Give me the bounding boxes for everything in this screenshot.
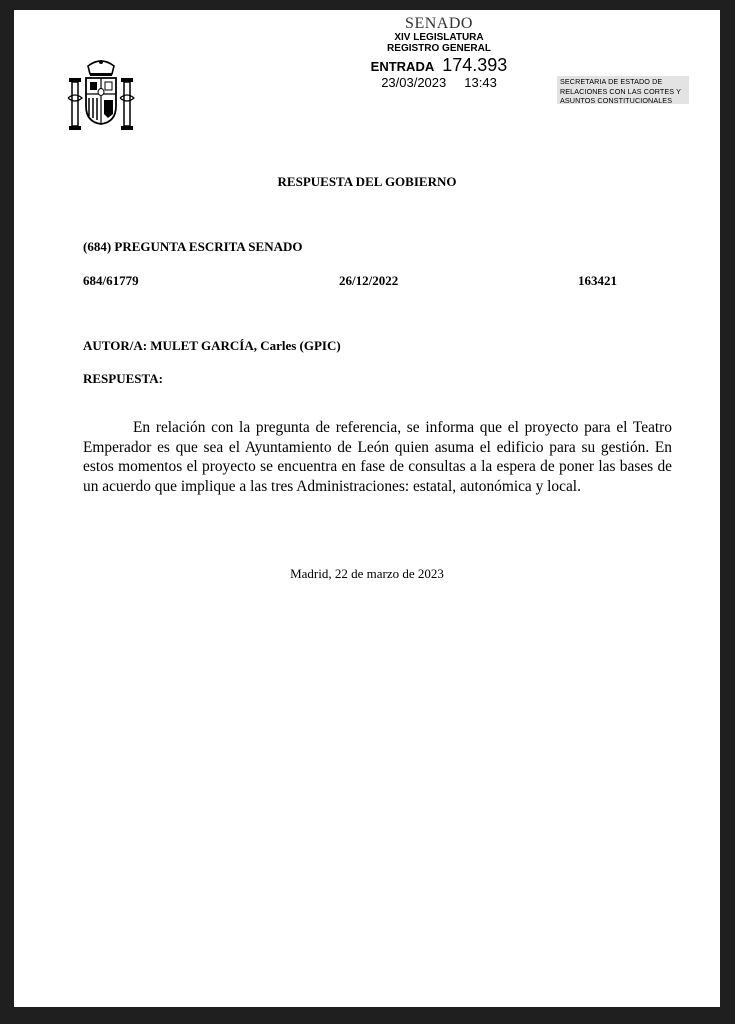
stamp-date: 23/03/2023	[381, 75, 447, 90]
stamp-datetime	[354, 76, 524, 90]
coat-of-arms-icon	[66, 58, 136, 134]
author-line: AUTOR/A: MULET GARCÍA, Carles (GPIC)	[83, 338, 341, 353]
answer-label: RESPUESTA:	[83, 371, 163, 386]
stamp-time: 13:43	[464, 75, 497, 90]
stamp-entry-number: 174.393	[442, 55, 508, 75]
question-date: 26/12/2022	[339, 273, 399, 288]
stamp-legislature: XIV LEGISLATURA	[394, 32, 484, 43]
stamp-entry-label: ENTRADA	[370, 59, 435, 74]
registry-stamp	[354, 16, 524, 90]
secretaria-label	[557, 76, 689, 104]
stamp-entry	[354, 56, 524, 76]
secretaria-line-3: ASUNTOS CONSTITUCIONALES	[560, 96, 673, 105]
answer-text: En relación con la pregunta de referencia, se informa que el proyecto para el Teatro Emperador es que sea el Ayuntamiento de León quien asuma el edificio para su gestión. En estos momentos el proyecto se encuentra en fase de consultas a la espera de poner las bases de un acuerdo que implique a las tres Administraciones: estatal, autonómica y local.	[83, 419, 672, 495]
closing-place-date: Madrid, 22 de marzo de 2023	[290, 566, 444, 581]
question-type: (684) PREGUNTA ESCRITA SENADO	[83, 239, 303, 254]
secretaria-line-1: SECRETARIA DE ESTADO DE	[560, 77, 663, 86]
document-page	[14, 10, 720, 1007]
question-number: 163421	[578, 273, 617, 288]
stamp-registry: REGISTRO GENERAL	[387, 43, 491, 54]
secretaria-line-2: RELACIONES CON LAS CORTES Y	[560, 86, 682, 96]
stamp-institution: SENADO	[405, 15, 473, 32]
question-reference: 684/61779	[83, 273, 139, 288]
document-heading: RESPUESTA DEL GOBIERNO	[277, 174, 457, 189]
